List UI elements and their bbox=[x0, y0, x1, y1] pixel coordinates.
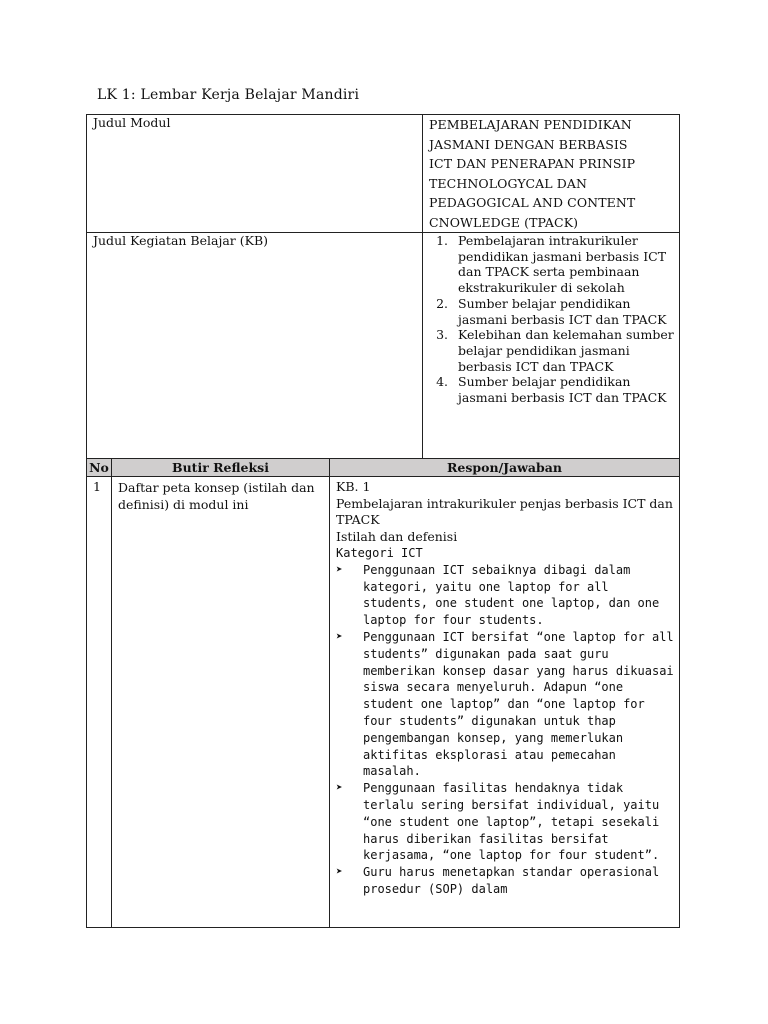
modul-value-line: ICT DAN PENERAPAN PRINSIP bbox=[429, 156, 636, 171]
kb-row bbox=[87, 233, 680, 466]
arrowhead-bullet-icon: ➤ bbox=[336, 562, 343, 576]
page-title: LK 1: Lembar Kerja Belajar Mandiri bbox=[97, 87, 360, 103]
modul-value-line: PEDAGOGICAL AND CONTENT bbox=[429, 195, 636, 210]
table-row bbox=[87, 477, 680, 928]
list-item bbox=[336, 629, 675, 780]
modul-value-line: CNOWLEDGE (TPACK) bbox=[429, 214, 579, 230]
list-item-text: Penggunaan fasilitas hendaknya tidak terlalu sering bersifat individual, yaitu “one student one laptop”, tetapi sesekali harus diberikan fasilitas bersifat kerjasama, “one laptop for four student”. bbox=[363, 781, 660, 863]
kb-item: 2. Sumber belajar pendidikan jasmani berbasis ICT dan TPACK bbox=[452, 296, 679, 327]
modul-value-line: JASMANI DENGAN BERBASIS bbox=[429, 136, 628, 152]
kategori-label: Kategori ICT bbox=[336, 546, 423, 560]
row-respon-cell bbox=[330, 477, 680, 928]
kb-item: 3. Kelebihan dan kelemahan sumber belajar pendidikan jasmani berbasis ICT dan TPACK bbox=[452, 327, 679, 374]
list-item bbox=[336, 780, 675, 864]
header-respon: Respon/Jawaban bbox=[330, 459, 680, 477]
kb-item: 4. Sumber belajar pendidikan jasmani berbasis ICT dan TPACK bbox=[452, 374, 679, 405]
header-butir: Butir Refleksi bbox=[112, 459, 330, 477]
modul-value-line: PEMBELAJARAN PENDIDIKAN bbox=[429, 117, 632, 132]
respon-heading-title: Pembelajaran intrakurikuler penjas berbasis ICT dan TPACK bbox=[336, 495, 673, 527]
arrowhead-bullet-icon: ➤ bbox=[336, 629, 343, 643]
list-item-text: Penggunaan ICT bersifat “one laptop for all students” digunakan pada saat guru memberikan konsep dasar yang harus dikuasai siswa secara menyeluruh. Adapun “one student one laptop” dan “one laptop for four students” digunakan untuk thap pengembangan konsep, yang memerlukan aktifitas eksplorasi atau pemecahan masalah. bbox=[363, 629, 674, 779]
kb-label-cell bbox=[87, 233, 423, 466]
arrowhead-bullet-icon: ➤ bbox=[336, 781, 343, 795]
list-item-text: Guru harus menetapkan standar operasional prosedur (SOP) dalam bbox=[363, 865, 660, 896]
row-butir: Daftar peta konsep (istilah dan definisi) di modul ini bbox=[112, 477, 330, 928]
modul-row bbox=[87, 115, 680, 233]
kb-list bbox=[429, 233, 679, 406]
list-item bbox=[336, 562, 675, 629]
list-item bbox=[336, 864, 675, 898]
modul-value-cell bbox=[423, 115, 680, 233]
kb-list-cell bbox=[423, 233, 680, 466]
kb-item: 1. Pembelajaran intrakurikuler pendidikan jasmani berbasis ICT dan TPACK serta pembinaan ekstrakurikuler di sekolah bbox=[452, 233, 679, 296]
respon-heading-kb: KB. 1 bbox=[336, 479, 371, 494]
respon-heading-istilah: Istilah dan defenisi bbox=[336, 528, 458, 544]
modul-value-line: TECHNOLOGYCAL DAN bbox=[429, 175, 588, 191]
module-info-table bbox=[86, 114, 680, 466]
reflection-table bbox=[86, 458, 680, 928]
header-no: No bbox=[87, 459, 112, 477]
row-no: 1 bbox=[87, 477, 112, 928]
kb-label: Judul Kegiatan Belajar (KB) bbox=[93, 233, 269, 248]
modul-label: Judul Modul bbox=[93, 115, 171, 130]
list-item-text: Penggunaan ICT sebaiknya dibagi dalam kategori, yaitu one laptop for all students, one student one laptop, dan one laptop for four students. bbox=[363, 562, 660, 628]
respon-list bbox=[336, 562, 675, 898]
header-row bbox=[87, 459, 680, 477]
arrowhead-bullet-icon: ➤ bbox=[336, 865, 343, 879]
modul-label-cell bbox=[87, 115, 423, 233]
